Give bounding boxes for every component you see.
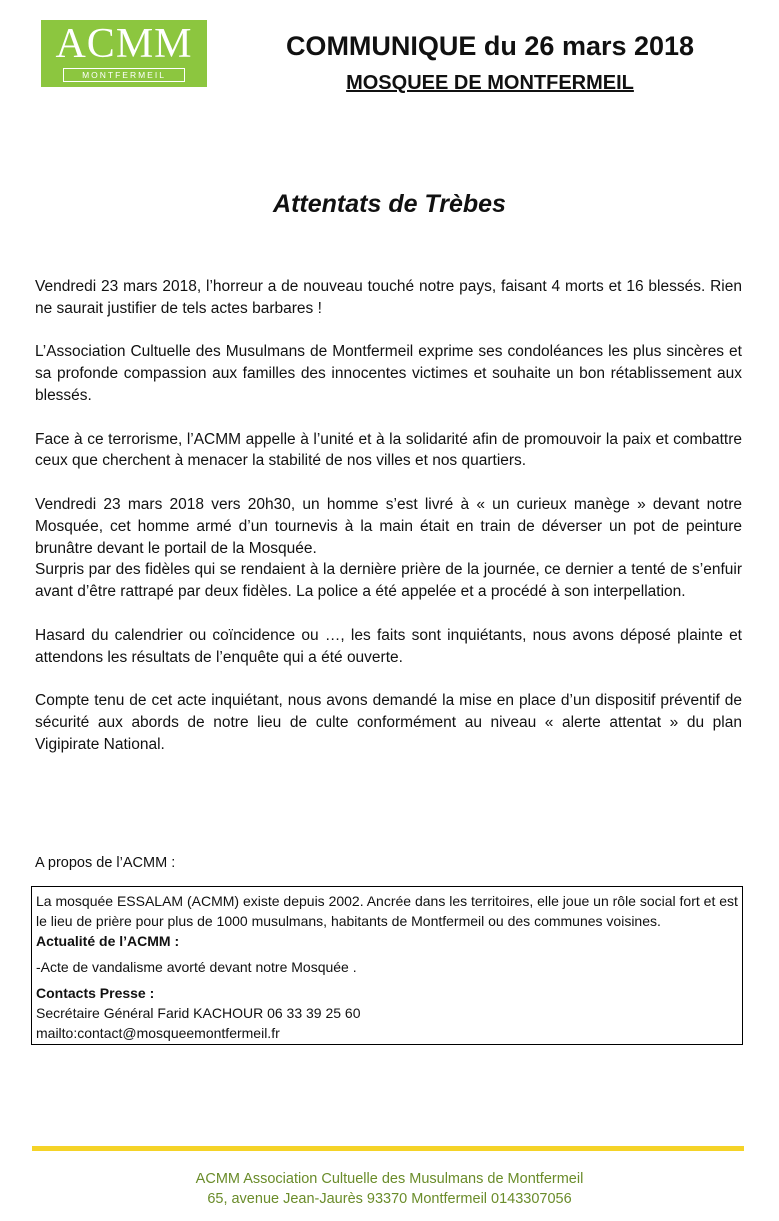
footer-rule <box>32 1146 744 1151</box>
news-heading: Actualité de l’ACMM : <box>36 933 180 949</box>
communique-subtitle-text: MOSQUEE DE MONTFERMEIL <box>346 72 634 94</box>
paragraph-condolences: L’Association Cultuelle des Musulmans de Montfermeil exprime ses condoléances les plus sincères et sa profonde compassion aux familles des innocentes victimes et souhaite un bon rétablissement aux blessés. <box>35 343 742 404</box>
news-item: -Acte de vandalisme avorté devant notre Mosquée . <box>36 959 357 975</box>
acmm-logo <box>41 20 207 87</box>
paragraph-incident: Vendredi 23 mars 2018 vers 20h30, un homme s’est livré à « un curieux manège » devant notre Mosquée, cet homme armé d’un tournevis à la main était en train de déverser un pot de peinture brunâtre devant le portail de la Mosquée. <box>35 495 742 557</box>
about-box <box>31 886 743 1045</box>
paragraph-attack: Vendredi 23 mars 2018, l’horreur a de nouveau touché notre pays, faisant 4 morts et 16 blessés. Rien ne saurait justifier de tels actes barbares ! <box>35 278 742 317</box>
communique-subtitle <box>230 71 750 95</box>
paragraph-complaint: Hasard du calendrier ou coïncidence ou …, les faits sont inquiétants, nous avons déposé plainte et attendons les résultats de l’enquête qui a été ouverte. <box>35 626 742 666</box>
logo-wordmark: ACMM <box>55 21 193 67</box>
about-label: A propos de l’ACMM : <box>35 855 176 871</box>
contacts-heading: Contacts Presse : <box>36 985 155 1001</box>
paragraph-unity: Face à ce terrorisme, l’ACMM appelle à l’unité et à la solidarité afin de promouvoir la paix et combattre ceux que cherchent à menacer la stabilité de nos villes et nos quartiers. <box>35 430 742 470</box>
about-description: La mosquée ESSALAM (ACMM) existe depuis 2002. Ancrée dans les territoires, elle joue un rôle social fort et est le lieu de prière pour plus de 1000 musulmans, habitants de Montfermeil ou des communes voisines. <box>36 893 738 929</box>
footer-address: 65, avenue Jean-Jaurès 93370 Montfermeil 0143307056 <box>207 1191 572 1207</box>
paragraph-security: Compte tenu de cet acte inquiétant, nous avons demandé la mise en place d’un dispositif préventif de sécurité aux abords de notre lieu de culte conformément au niveau « alerte attentat » du plan Vigipirate National. <box>35 692 742 753</box>
logo-city: MONTFERMEIL <box>63 68 185 82</box>
footer-organization: ACMM Association Cultuelle des Musulmans de Montfermeil <box>195 1171 584 1187</box>
communique-body <box>35 276 742 777</box>
contact-person: Secrétaire Général Farid KACHOUR 06 33 39 25 60 <box>36 1005 361 1021</box>
contact-email-link[interactable]: mailto:contact@mosqueemontfermeil.fr <box>36 1025 280 1041</box>
communique-title: COMMUNIQUE du 26 mars 2018 <box>285 31 695 61</box>
paragraph-arrest: Surpris par des fidèles qui se rendaient à la dernière prière de la journée, ce dernier a tenté de s’enfuir avant d’être rattrapé par deux fidèles. La police a été appelée et a procédé à son interpellation. <box>35 561 742 601</box>
document-title: Attentats de Trèbes <box>273 190 506 218</box>
